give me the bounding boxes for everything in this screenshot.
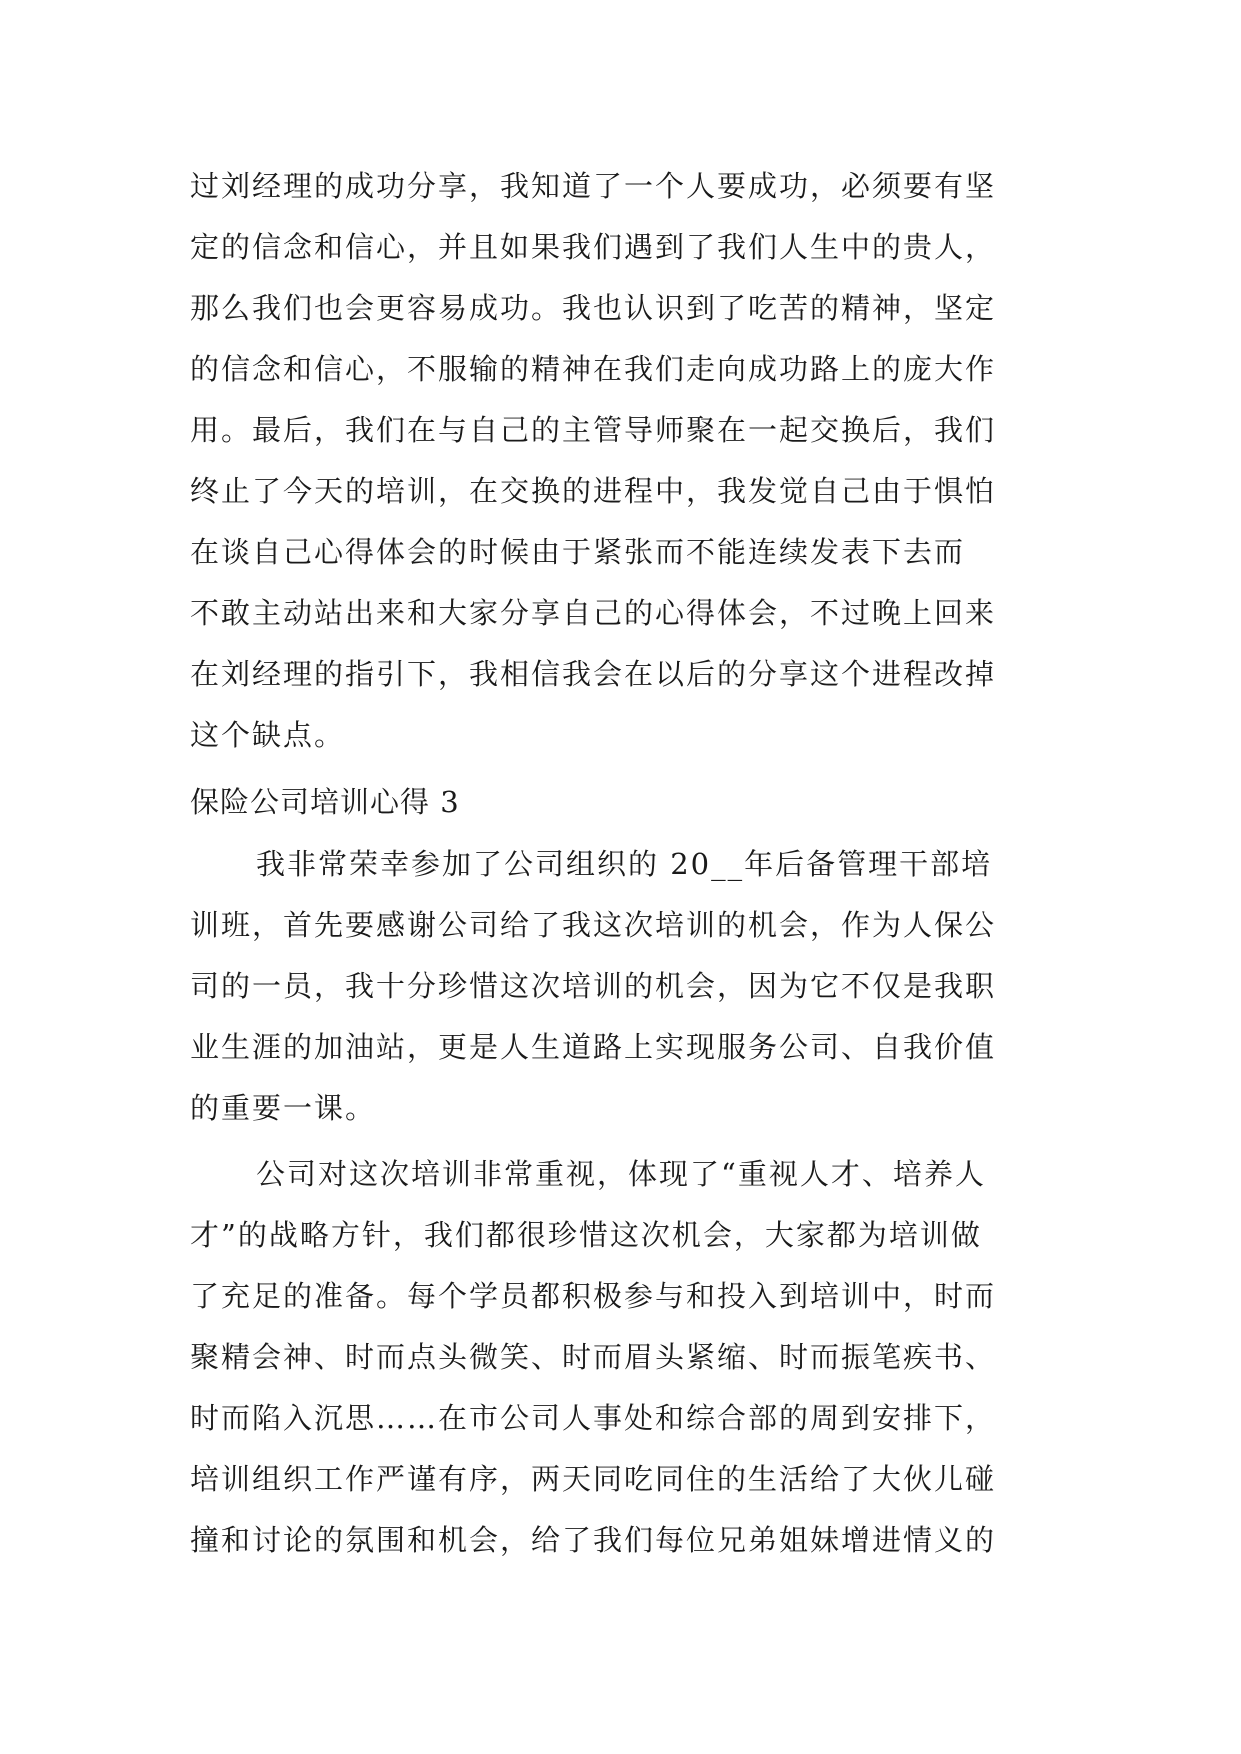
section-heading: 保险公司培训心得 3 — [190, 785, 460, 819]
text-line: 司的一员，我十分珍惜这次培训的机会，因为它不仅是我职 — [190, 969, 997, 1003]
paragraph-2 — [190, 1144, 1060, 1571]
text-line: 过刘经理的成功分享，我知道了一个人要成功，必须要有坚 — [190, 169, 997, 203]
text-line: 终止了今天的培训，在交换的进程中，我发觉自己由于惧怕 — [190, 474, 997, 508]
paragraph-1 — [190, 834, 1060, 1139]
text-line: 撞和讨论的氛围和机会，给了我们每位兄弟姐妹增进情义的 — [190, 1523, 997, 1557]
text-line: 时而陷入沉思……在市公司人事处和综合部的周到安排下， — [190, 1401, 997, 1435]
text-line: 在刘经理的指引下，我相信我会在以后的分享这个进程改掉 — [190, 657, 997, 691]
text-line: 不敢主动站出来和大家分享自己的心得体会，不过晚上回来 — [190, 596, 997, 630]
text-line: 了充足的准备。每个学员都积极参与和投入到培训中，时而 — [190, 1279, 997, 1313]
text-line: 在谈自己心得体会的时候由于紧张而不能连续发表下去而 — [190, 535, 966, 569]
text-line: 的重要一课。 — [190, 1091, 377, 1125]
text-line: 培训组织工作严谨有序，两天同吃同住的生活给了大伙儿碰 — [190, 1462, 997, 1496]
text-line: 用。最后，我们在与自己的主管导师聚在一起交换后，我们 — [190, 413, 997, 447]
paragraph-continued — [190, 156, 1060, 766]
text-line: 才”的战略方针，我们都很珍惜这次机会，大家都为培训做 — [190, 1218, 982, 1252]
text-line: 我非常荣幸参加了公司组织的 20__年后备管理干部培 — [256, 847, 993, 881]
text-line: 定的信念和信心，并且如果我们遇到了我们人生中的贵人， — [190, 230, 997, 264]
text-line: 这个缺点。 — [190, 718, 346, 752]
text-line: 训班，首先要感谢公司给了我这次培训的机会，作为人保公 — [190, 908, 997, 942]
text-line: 聚精会神、时而点头微笑、时而眉头紧缩、时而振笔疾书、 — [190, 1340, 997, 1374]
text-line: 公司对这次培训非常重视，体现了“重视人才、培养人 — [256, 1157, 986, 1191]
text-line: 的信念和信心，不服输的精神在我们走向成功路上的庞大作 — [190, 352, 997, 386]
text-line: 业生涯的加油站，更是人生道路上实现服务公司、自我价值 — [190, 1030, 997, 1064]
text-line: 那么我们也会更容易成功。我也认识到了吃苦的精神，坚定 — [190, 291, 997, 325]
